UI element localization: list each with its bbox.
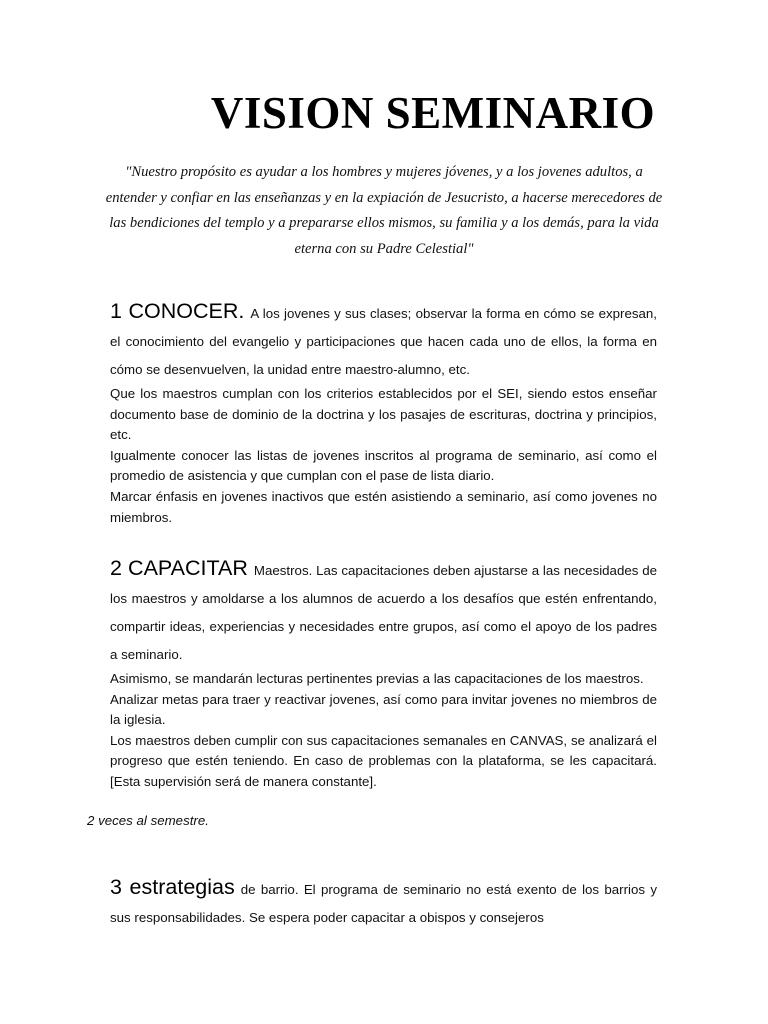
section-heading: 2 CAPACITAR xyxy=(110,556,248,580)
section-paragraph xyxy=(110,554,657,669)
section-heading: 1 CONOCER. xyxy=(110,299,245,323)
section-paragraph xyxy=(110,873,657,932)
section-heading: 3 estrategias xyxy=(110,875,235,899)
section-text: Maestros. Las capacitaciones deben ajustarse a las necesidades de los maestros y amoldarse a los alumnos de acuerdo a los desafíos que estén enfrentando, compartir ideas, experiencias y necesidades entre grupos, así como el apoyo de los padres a seminario. xyxy=(110,563,658,662)
section-paragraph: Igualmente conocer las listas de jovenes inscritos al programa de seminario, así como el promedio de asistencia y que cumplan con el pase de lista diario. xyxy=(110,447,657,484)
section-conocer xyxy=(110,297,657,528)
section-paragraph: Analizar metas para traer y reactivar jovenes, así como para invitar jovenes no miembros de la iglesia. xyxy=(110,691,657,728)
section-paragraph: Asimismo, se mandarán lecturas pertinentes previas a las capacitaciones de los maestros. xyxy=(110,671,644,686)
section-paragraph: Los maestros deben cumplir con sus capacitaciones semanales en CANVAS, se analizará el progreso que estén teniendo. En caso de problemas con la plataforma, se les capacitará. [Esta supervisión será de manera constante]. xyxy=(110,732,657,789)
section-paragraph: Que los maestros cumplan con los criterios establecidos por el SEI, siendo estos enseñar documento base de dominio de la doctrina y los pasajes de escrituras, doctrina y principios, etc. xyxy=(110,386,657,443)
mission-quote: "Nuestro propósito es ayudar a los hombres y mujeres jóvenes, y a los jovenes adultos, a entender y confiar en las enseñanzas y en la expiación de Jesucristo, a hacerse merecedores de las bendiciones del templo y a prepararse ellos mismos, su familia y a los demás, para la vida eterna con su Padre Celestial" xyxy=(105,164,663,257)
section-paragraph xyxy=(110,297,657,384)
section-capacitar xyxy=(110,554,657,793)
section-estrategias xyxy=(110,873,657,932)
frequency-note: 2 veces al semestre. xyxy=(87,813,209,828)
section-text: de barrio. El programa de seminario no está exento de los barrios y sus responsabilidades. Se espera poder capacitar a obispos y consejeros xyxy=(110,882,657,925)
section-paragraph: Marcar énfasis en jovenes inactivos que estén asistiendo a seminario, así como jovenes no miembros. xyxy=(110,488,657,525)
document-title: VISION SEMINARIO xyxy=(210,88,656,138)
section-text: A los jovenes y sus clases; observar la forma en cómo se expresan, el conocimiento del evangelio y participaciones que hacen cada uno de ellos, la forma en cómo se desenvuelven, la unidad entre maestro-alumno, etc. xyxy=(110,306,657,377)
